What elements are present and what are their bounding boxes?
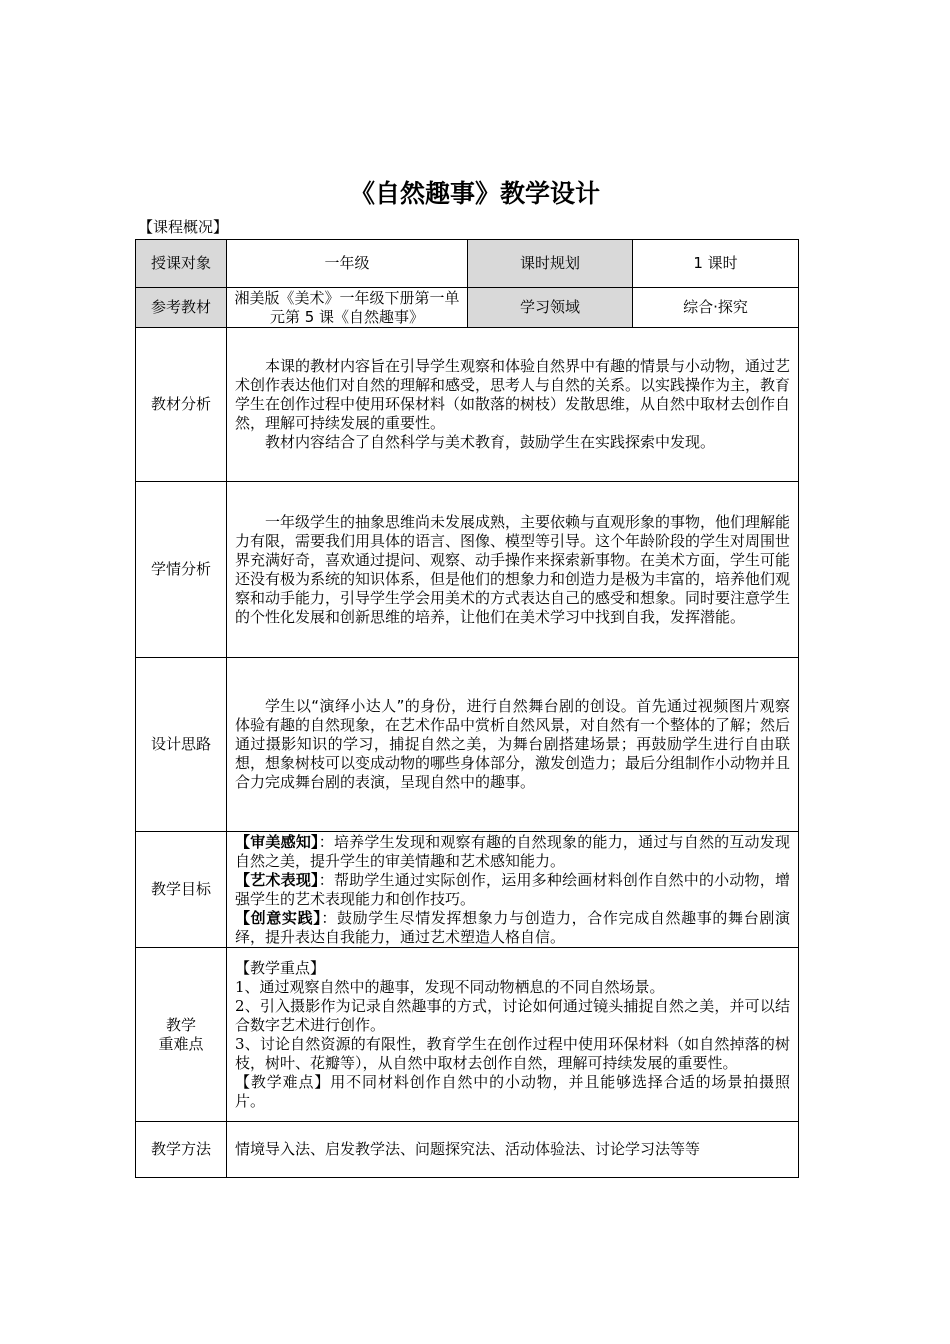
goal-tag: 【审美感知】 xyxy=(235,832,319,851)
row-label-goals: 教学目标 xyxy=(136,832,227,948)
focus-title: 【教学重点】 xyxy=(235,958,326,977)
table-row xyxy=(136,658,799,832)
hours-value: 1 课时 xyxy=(633,240,799,288)
row-label-audience: 授课对象 xyxy=(136,240,227,288)
difficulty-tag: 【教学难点】 xyxy=(235,1072,331,1091)
goal-text: ：帮助学生通过实际创作，运用多种绘画材料创作自然中的小动物，增强学生的艺术表现能力和创作技巧。 xyxy=(235,870,790,908)
goal-practice xyxy=(235,909,790,947)
material-paragraph-1: 本课的教材内容旨在引导学生观察和体验自然界中有趣的情景与小动物，通过艺术创作表达他们对自然的理解和感受，思考人与自然的关系。以实践操作为主，教育学生在创作过程中使用环保材料（如散落的树枝）发散思维，从自然中取材去创作自然，理解可持续发展的重要性。 xyxy=(235,357,791,432)
goal-expression xyxy=(235,871,790,909)
row-label-hours: 课时规划 xyxy=(468,240,633,288)
row-label-design: 设计思路 xyxy=(136,658,227,832)
row-label-students: 学情分析 xyxy=(136,482,227,658)
textbook-value: 湘美版《美术》一年级下册第一单元第 5 课《自然趣事》 xyxy=(227,288,468,328)
row-label-material: 教材分析 xyxy=(136,328,227,482)
table-row xyxy=(136,832,799,948)
row-label-keypoints xyxy=(136,948,227,1122)
table-row xyxy=(136,328,799,482)
goal-tag: 【艺术表现】 xyxy=(235,870,319,889)
design-paragraph: 学生以“演绎小达人”的身份，进行自然舞台剧的创设。首先通过视频图片观察体验有趣的自然现象，在艺术作品中赏析自然风景，对自然有一个整体的了解；然后通过摄影知识的学习，捕捉自然之美，为舞台剧搭建场景；再鼓励学生进行自由联想，想象树枝可以变成动物的哪些身体部分，激发创造力；最后分组制作小动物并且合力完成舞台剧的表演，呈现自然中的趣事。 xyxy=(235,697,791,791)
goal-text: ：培养学生发现和观察有趣的自然现象的能力，通过与自然的互动发现自然之美，提升学生的审美情趣和艺术感知能力。 xyxy=(235,832,790,870)
table-row xyxy=(136,948,799,1122)
document-title: 《自然趣事》教学设计 xyxy=(349,179,600,208)
teaching-goals xyxy=(227,832,799,948)
table-row xyxy=(136,240,799,288)
section-label: 【课程概况】 xyxy=(138,218,229,236)
audience-value: 一年级 xyxy=(227,240,468,288)
table-row xyxy=(136,1122,799,1178)
focus-item-1: 1、通过观察自然中的趣事，发现不同动物栖息的不同自然场景。 xyxy=(235,977,665,996)
keypoints-label-line1: 教学 xyxy=(165,1015,196,1034)
difficulty xyxy=(235,1073,790,1111)
focus-item-3: 3、讨论自然资源的有限性，教育学生在创作过程中使用环保材料（如自然掉落的树枝，树叶、花瓣等），从自然中取材去创作自然，理解可持续发展的重要性。 xyxy=(235,1034,790,1072)
students-paragraph: 一年级学生的抽象思维尚未发展成熟，主要依赖与直观形象的事物，他们理解能力有限，需要我们用具体的语言、图像、模型等引导。这个年龄阶段的学生对周围世界充满好奇，喜欢通过提问、观察、动手操作来探索新事物。在美术方面，学生可能还没有极为系统的知识体系，但是他们的想象力和创造力是极为丰富的，培养他们观察和动手能力，引导学生学会用美术的方式表达自己的感受和想象。同时要注意学生的个性化发展和创新思维的培养，让他们在美术学习中找到自我，发挥潜能。 xyxy=(235,512,791,626)
focus-item-2: 2、引入摄影作为记录自然趣事的方式，讨论如何通过镜头捕捉自然之美，并可以结合数字艺术进行创作。 xyxy=(235,996,790,1034)
goal-text: ：鼓励学生尽情发挥想象力与创造力，合作完成自然趣事的舞台剧演绎，提升表达自我能力，通过艺术塑造人格自信。 xyxy=(235,908,790,946)
material-analysis xyxy=(227,328,799,482)
teaching-methods: 情境导入法、启发教学法、问题探究法、活动体验法、讨论学习法等等 xyxy=(227,1122,799,1178)
field-value: 综合·探究 xyxy=(633,288,799,328)
table-row xyxy=(136,482,799,658)
goal-tag: 【创意实践】 xyxy=(235,908,322,927)
difficulty-text: 用不同材料创作自然中的小动物，并且能够选择合适的场景拍摄照片。 xyxy=(235,1072,790,1110)
row-label-methods: 教学方法 xyxy=(136,1122,227,1178)
student-analysis xyxy=(227,482,799,658)
goal-aesthetic xyxy=(235,833,790,871)
material-paragraph-2: 教材内容结合了自然科学与美术教育，鼓励学生在实践探索中发现。 xyxy=(265,433,716,451)
key-difficult-points xyxy=(227,948,799,1122)
row-label-field: 学习领域 xyxy=(468,288,633,328)
table-row xyxy=(136,288,799,328)
lesson-plan-table xyxy=(135,239,799,1178)
keypoints-label-line2: 重难点 xyxy=(158,1034,204,1053)
row-label-textbook: 参考教材 xyxy=(136,288,227,328)
design-idea xyxy=(227,658,799,832)
